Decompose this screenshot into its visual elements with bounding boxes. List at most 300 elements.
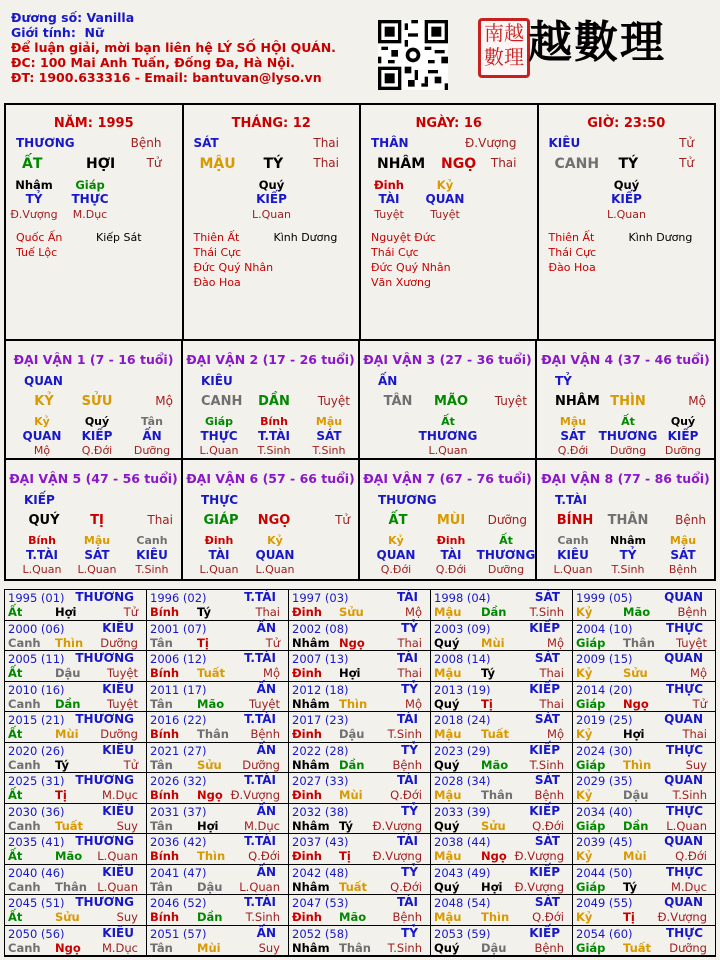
year-label: 2005 (11)	[8, 652, 65, 666]
year-stem: Quý	[434, 818, 460, 833]
year-label: 2003 (09)	[434, 621, 491, 636]
year-stem: Canh	[8, 940, 41, 955]
year-stem: Ất	[8, 849, 23, 863]
hidden-stage: L.Quan	[553, 563, 593, 576]
dai-van-stage: Mộ	[155, 394, 173, 408]
year-stem: Bính	[150, 727, 180, 741]
year-stage: T.Sinh	[529, 757, 564, 772]
hidden-stage: Q.Đới	[81, 444, 113, 457]
year-stem: Bính	[150, 849, 180, 863]
dai-van-title: ĐẠI VẬN 8 (77 - 86 tuổi)	[541, 471, 710, 486]
year-cell	[147, 621, 289, 652]
hidden-stage: L.Quan	[252, 208, 291, 221]
hidden-god: THƯƠNG	[598, 429, 658, 443]
year-god: QUAN	[664, 712, 703, 726]
year-stage: L.Quan	[97, 879, 138, 894]
hidden-god: THƯƠNG	[476, 548, 536, 562]
dai-van-cell	[6, 341, 183, 460]
year-cell	[147, 865, 289, 896]
year-branch: Mùi	[55, 727, 79, 741]
year-stage: T.Sinh	[245, 910, 280, 924]
year-stem: Bính	[150, 666, 180, 680]
hidden-stem: Kỷ	[388, 534, 404, 547]
year-cell	[5, 865, 147, 896]
year-stage: Đ.Vượng	[514, 879, 564, 894]
year-god: THỰC	[665, 681, 703, 696]
year-stem: Ất	[8, 727, 23, 741]
year-god: TỶ	[401, 742, 418, 757]
year-god: KIÊU	[102, 925, 134, 940]
pillar-branch: TÝ	[263, 156, 284, 172]
year-god: THỰC	[665, 864, 703, 879]
hidden-god: ẤN	[142, 429, 162, 443]
year-cell	[431, 773, 573, 804]
year-cell	[147, 926, 289, 957]
year-cell	[573, 834, 715, 865]
year-stage: Q.Đới	[675, 849, 707, 863]
year-branch: Tị	[55, 788, 67, 802]
hidden-stem: Quý	[613, 178, 640, 192]
dai-van-branch: MÙI	[436, 513, 466, 528]
year-stage: T.Sinh	[387, 727, 422, 741]
hidden-stem: Bính	[260, 415, 288, 428]
year-stem: Canh	[8, 696, 41, 711]
hidden-stem: Đinh	[204, 534, 234, 547]
year-cell	[431, 621, 573, 652]
dai-van-branch: SỬU	[81, 394, 113, 409]
year-branch: Tuất	[339, 879, 368, 894]
year-branch: Thân	[339, 940, 371, 955]
year-stem: Nhâm	[292, 818, 330, 833]
year-cell	[573, 895, 715, 926]
year-branch: Thìn	[339, 696, 368, 711]
year-god: SÁT	[534, 712, 560, 726]
year-cell	[147, 682, 289, 713]
year-branch: Hợi	[55, 605, 77, 619]
hidden-god: QUAN	[255, 548, 295, 562]
year-stem: Tân	[150, 696, 173, 711]
year-stem: Quý	[434, 635, 460, 650]
dai-van-title: ĐẠI VẬN 2 (17 - 26 tuổi)	[186, 352, 355, 367]
year-label: 2010 (16)	[8, 682, 65, 697]
year-stage: L.Quan	[239, 879, 280, 894]
year-stem: Bính	[150, 605, 180, 619]
year-stage: Thai	[397, 635, 422, 650]
hidden-stem: Ất	[621, 415, 635, 428]
year-god: ẤN	[256, 742, 276, 757]
year-branch: Hợi	[339, 666, 361, 680]
year-branch: Tị	[197, 635, 209, 650]
dai-van-stem: NHÂM	[555, 394, 600, 409]
year-stage: Bệnh	[392, 910, 422, 924]
year-god: TỶ	[401, 925, 418, 940]
year-cell	[431, 590, 573, 621]
year-stem: Nhâm	[292, 696, 330, 711]
year-branch: Tý	[623, 879, 637, 894]
year-stem: Tân	[150, 879, 173, 894]
hidden-stem: Giáp	[204, 415, 234, 428]
year-label: 2041 (47)	[150, 865, 207, 880]
year-stem: Mậu	[434, 605, 462, 619]
year-stage: Tuyệt	[107, 666, 138, 680]
year-stem: Quý	[434, 940, 460, 955]
dai-van-title: ĐẠI VẬN 1 (7 - 16 tuổi)	[13, 352, 174, 367]
year-god: KIẾP	[529, 742, 560, 757]
dai-van-cell	[183, 341, 360, 460]
year-stem: Kỷ	[576, 666, 593, 680]
star-right: Kình Dương	[273, 231, 338, 244]
pillar-god: SÁT	[193, 136, 219, 150]
year-branch: Dần	[623, 818, 649, 833]
pillar-god: KIÊU	[548, 136, 581, 150]
star-left: Đức Quý Nhân	[193, 261, 274, 274]
hidden-god: SÁT	[560, 429, 586, 443]
year-god: THỰC	[665, 620, 703, 635]
year-cell	[147, 651, 289, 682]
year-label: 2029 (35)	[576, 774, 633, 788]
pillar-stage: Thai	[313, 156, 339, 170]
year-cell	[147, 590, 289, 621]
dai-van-stage: Tuyệt	[494, 394, 527, 408]
year-label: 2025 (31)	[8, 774, 65, 788]
hidden-stem: Canh	[136, 534, 168, 547]
hidden-stem: Canh	[557, 534, 589, 547]
year-stem: Kỷ	[576, 788, 593, 802]
year-cell	[5, 834, 147, 865]
year-label: 1998 (04)	[434, 591, 491, 605]
year-branch: Ngọ	[481, 849, 507, 863]
hidden-stage: L.Quan	[199, 563, 239, 576]
four-pillars-table	[4, 103, 716, 341]
year-stage: Đ.Vượng	[372, 849, 422, 863]
pillar-phase: Đ.Vượng	[465, 136, 517, 150]
year-cell	[573, 712, 715, 743]
hidden-stage: T.Sinh	[135, 563, 169, 576]
year-cell	[5, 621, 147, 652]
hidden-god: T.TÀI	[26, 548, 58, 562]
year-stage: Thai	[539, 666, 564, 680]
hidden-stage: Dưỡng	[609, 444, 647, 457]
year-label: 2032 (38)	[292, 804, 349, 819]
year-stem: Tân	[150, 940, 173, 955]
dai-van-stem: BÍNH	[556, 513, 594, 528]
year-label: 2043 (49)	[434, 865, 491, 880]
dai-van-stem: QUÝ	[28, 513, 60, 528]
year-label: 2031 (37)	[150, 804, 207, 819]
hidden-stem: Mậu	[669, 534, 697, 547]
year-stage: Đ.Vượng	[372, 818, 422, 833]
star-left: Đào Hoa	[193, 276, 241, 289]
dai-van-god: THƯƠNG	[378, 493, 437, 507]
year-god: TỶ	[401, 681, 418, 696]
year-branch: Mão	[197, 696, 225, 711]
year-stem: Mậu	[434, 849, 462, 863]
gender-label: Giới tính:	[11, 25, 76, 40]
year-branch: Sửu	[55, 910, 80, 924]
hidden-god: KIÊU	[136, 548, 168, 562]
year-cell	[5, 651, 147, 682]
year-stage: M.Dục	[101, 940, 138, 955]
year-label: 2020 (26)	[8, 743, 65, 758]
address-line: ĐC: 100 Mai Anh Tuấn, Đống Đa, Hà Nội.	[11, 55, 295, 70]
year-label: 2034 (40)	[576, 804, 633, 819]
year-cell	[5, 590, 147, 621]
star-left: Tuế Lộc	[16, 246, 58, 259]
year-cell	[5, 773, 147, 804]
year-label: 2049 (55)	[576, 896, 633, 910]
year-label: 2039 (45)	[576, 835, 633, 849]
hidden-stage: Dưỡng	[664, 444, 702, 457]
pillar-column	[361, 105, 539, 339]
star-left: Thái Cực	[371, 246, 419, 259]
year-stage: Mộ	[547, 727, 564, 741]
year-god: THƯƠNG	[75, 773, 134, 787]
hidden-god: THỰC	[200, 429, 238, 443]
dai-van-title: ĐẠI VẬN 6 (57 - 66 tuổi)	[186, 471, 355, 486]
year-stem: Ất	[8, 910, 23, 924]
year-cell	[5, 712, 147, 743]
year-cell	[289, 895, 431, 926]
year-branch: Tị	[339, 849, 351, 863]
pillar-column	[184, 105, 362, 339]
year-cell	[5, 926, 147, 957]
year-label: 2013 (19)	[434, 682, 491, 697]
year-stem: Tân	[150, 818, 173, 833]
year-stage: Q.Đới	[390, 879, 422, 894]
year-god: KIÊU	[102, 864, 134, 879]
dai-van-stage: Mộ	[688, 394, 706, 408]
year-cell	[573, 865, 715, 896]
year-branch: Mùi	[197, 940, 221, 955]
year-stage: Q.Đới	[390, 788, 422, 802]
dai-van-cell	[537, 341, 714, 460]
year-god: TÀI	[396, 712, 418, 726]
year-stem: Đinh	[292, 788, 322, 802]
year-cell	[5, 895, 147, 926]
hidden-god: KIÊU	[557, 548, 589, 562]
pillar-column	[539, 105, 715, 339]
year-stem: Kỷ	[576, 605, 593, 619]
pillar-stage: Thai	[490, 156, 517, 170]
hidden-stage: Bệnh	[668, 563, 698, 576]
subject-name: Đương số: Vanilla	[11, 10, 135, 25]
year-stem: Ất	[8, 666, 23, 680]
year-stem: Nhâm	[292, 940, 330, 955]
year-cell	[289, 590, 431, 621]
year-god: QUAN	[664, 651, 703, 665]
dai-van-stage: Thai	[147, 513, 173, 527]
hidden-stem: Đinh	[436, 534, 466, 547]
year-cell	[573, 804, 715, 835]
hidden-stem: Bính	[28, 534, 56, 547]
year-stage: L.Quan	[97, 849, 138, 863]
dai-van-stem: KỶ	[34, 394, 54, 409]
pillar-column	[6, 105, 184, 339]
year-label: 2033 (39)	[434, 804, 491, 819]
year-stem: Đinh	[292, 666, 322, 680]
year-stem: Đinh	[292, 910, 322, 924]
year-cell	[431, 865, 573, 896]
star-left: Thiên Ất	[548, 231, 595, 244]
dai-van-branch: DẦN	[258, 394, 290, 409]
year-stem: Mậu	[434, 788, 462, 802]
year-label: 2001 (07)	[150, 621, 207, 636]
pillar-title: NGÀY: 16	[415, 116, 482, 131]
pillar-branch: TÝ	[618, 156, 639, 172]
year-stage: Tử	[265, 635, 280, 650]
year-label: 2044 (50)	[576, 865, 633, 880]
year-label: 2035 (41)	[8, 835, 65, 849]
year-branch: Mão	[55, 849, 83, 863]
year-cell	[573, 651, 715, 682]
hidden-stage: M.Dục	[72, 208, 108, 221]
dai-van-cell	[537, 460, 714, 579]
year-stem: Đinh	[292, 605, 322, 619]
year-stem: Bính	[150, 910, 180, 924]
year-branch: Ngọ	[339, 635, 365, 650]
star-left: Thái Cực	[193, 246, 242, 259]
year-stem: Quý	[434, 696, 460, 711]
hidden-stem: Kỷ	[436, 178, 454, 192]
year-stem: Canh	[8, 818, 41, 833]
star-left: Thái Cực	[548, 246, 597, 259]
year-cell	[147, 773, 289, 804]
year-stage: T.Sinh	[387, 940, 422, 955]
hidden-stage: L.Quan	[77, 563, 117, 576]
dai-van-branch: THÌN	[610, 394, 646, 409]
year-branch: Tuất	[197, 666, 226, 680]
year-cell	[289, 712, 431, 743]
year-cell	[289, 743, 431, 774]
year-stage: Q.Đới	[532, 910, 564, 924]
year-label: 2028 (34)	[434, 774, 491, 788]
year-stage: Bệnh	[250, 727, 280, 741]
year-branch: Hợi	[481, 879, 503, 894]
brand-logo: 越數理	[528, 17, 668, 68]
pillar-branch: NGỌ	[441, 156, 477, 172]
year-cell	[431, 804, 573, 835]
year-label: 2026 (32)	[150, 774, 207, 788]
year-label: 2009 (15)	[576, 652, 633, 666]
year-cell	[573, 926, 715, 957]
year-branch: Ngọ	[197, 788, 223, 802]
year-label: 2002 (08)	[292, 621, 349, 636]
pillar-phase: Thai	[313, 136, 339, 150]
year-stage: T.Sinh	[529, 605, 564, 619]
year-cell	[289, 804, 431, 835]
year-stem: Canh	[8, 635, 41, 650]
dai-van-branch: TỊ	[90, 513, 104, 528]
year-branch: Dần	[339, 757, 365, 772]
year-stage: Bệnh	[534, 788, 564, 802]
year-branch: Sửu	[623, 666, 648, 680]
year-stem: Ất	[8, 605, 23, 619]
year-god: KIẾP	[529, 925, 560, 940]
year-stage: Thai	[539, 696, 564, 711]
star-left: Đức Quý Nhân	[371, 261, 451, 274]
hidden-stage: L.Quan	[199, 444, 239, 457]
year-cell	[431, 926, 573, 957]
year-god: ẤN	[256, 620, 276, 635]
year-label: 2006 (12)	[150, 652, 207, 666]
hidden-stem: Ất	[441, 415, 455, 428]
year-stage: Thai	[255, 605, 280, 619]
year-label: 1996 (02)	[150, 591, 207, 605]
year-branch: Dậu	[623, 788, 649, 802]
year-branch: Tuất	[481, 727, 510, 741]
hidden-stage: Tuyệt	[430, 208, 460, 221]
year-cell	[5, 682, 147, 713]
year-branch: Thìn	[197, 849, 226, 863]
year-label: 2050 (56)	[8, 926, 65, 941]
gender-line	[11, 25, 336, 40]
dai-van-stem: TÂN	[383, 394, 413, 409]
year-branch: Sửu	[197, 757, 222, 772]
hidden-stage: L.Quan	[22, 563, 62, 576]
year-branch: Tý	[481, 666, 495, 680]
year-cell	[5, 743, 147, 774]
year-branch: Tị	[481, 696, 493, 711]
year-label: 2021 (27)	[150, 743, 207, 758]
year-label: 2019 (25)	[576, 713, 633, 727]
year-god: T.TÀI	[244, 651, 276, 665]
year-branch: Thìn	[623, 757, 652, 772]
year-branch: Sửu	[339, 605, 364, 619]
year-label: 2051 (57)	[150, 926, 207, 941]
year-god: T.TÀI	[244, 590, 276, 604]
hidden-stem: Nhâm	[610, 534, 646, 547]
year-branch: Ngọ	[55, 940, 81, 955]
hidden-stem: Tân	[141, 415, 163, 428]
year-stage: Thai	[397, 666, 422, 680]
dai-van-branch: NGỌ	[257, 513, 291, 528]
year-stem: Tân	[150, 757, 173, 772]
pillar-stage: Tử	[146, 156, 162, 170]
year-label: 2011 (17)	[150, 682, 207, 697]
year-label: 2042 (48)	[292, 865, 349, 880]
year-label: 2015 (21)	[8, 713, 65, 727]
year-stage: Bệnh	[534, 940, 564, 955]
year-stem: Giáp	[576, 757, 606, 772]
dai-van-god: TỶ	[555, 374, 572, 388]
year-label: 1999 (05)	[576, 591, 633, 605]
dai-van-stem: CANH	[201, 394, 243, 409]
year-god: THƯƠNG	[75, 834, 134, 848]
year-stem: Giáp	[576, 818, 606, 833]
pillar-phase: Tử	[679, 136, 694, 150]
year-label: 2046 (52)	[150, 896, 207, 910]
year-stem: Mậu	[434, 727, 462, 741]
year-label: 1995 (01)	[8, 591, 65, 605]
year-stage: Tuyệt	[107, 696, 138, 711]
hidden-god: TÀI	[440, 548, 462, 562]
year-god: SÁT	[534, 651, 560, 665]
phone-email-line: ĐT: 1900.633316 - Email: bantuvan@lyso.vn	[11, 70, 322, 85]
dai-van-branch: THÂN	[607, 513, 649, 528]
dai-van-title: ĐẠI VẬN 3 (27 - 36 tuổi)	[363, 352, 532, 367]
year-stage: Thai	[682, 727, 707, 741]
year-god: KIÊU	[102, 620, 134, 635]
qr-code-icon[interactable]	[378, 20, 448, 90]
year-stage: Suy	[258, 940, 280, 955]
year-stage: Mộ	[547, 635, 564, 650]
year-branch: Thân	[481, 788, 513, 802]
star-right: Kình Dương	[628, 231, 693, 244]
year-god: THƯƠNG	[75, 712, 134, 726]
hidden-stem: Quý	[670, 415, 696, 428]
year-stage: Tử	[123, 757, 138, 772]
year-cell	[289, 865, 431, 896]
